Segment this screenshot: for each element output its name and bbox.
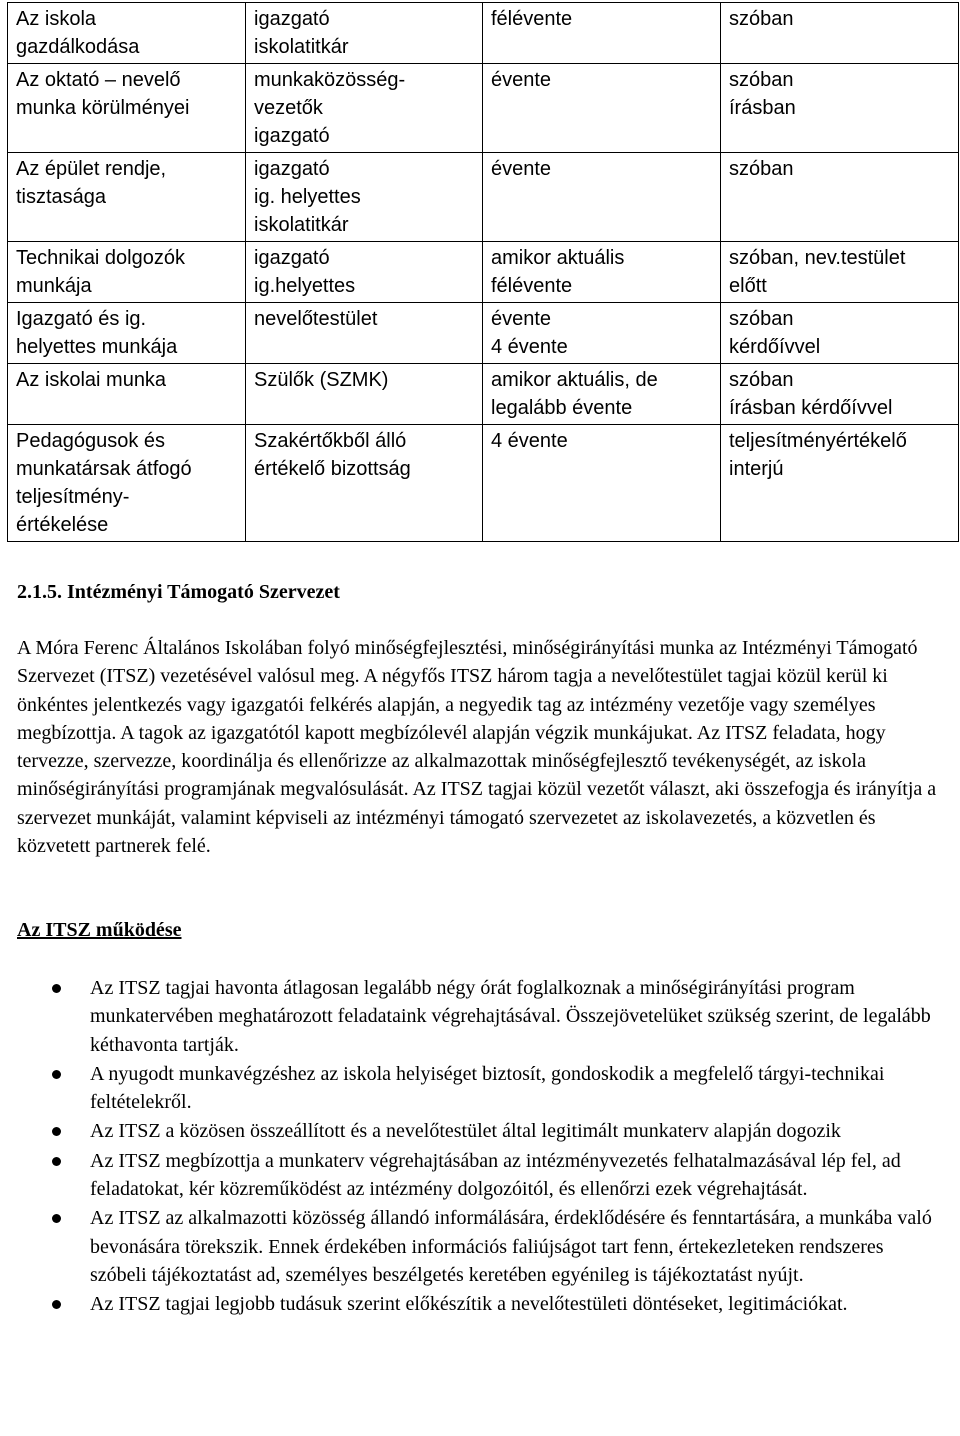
list-item-text: Az ITSZ az alkalmazotti közösség állandó informálására, érdeklődésére és fenntartására, a munkába való bevonására törekszik. Ennek érdekében információs faliújságot tart fenn, értekezleteken rendszeres szóbeli tájékoztatást ad, személyes beszélgetés keretében egyénileg is tájékoztatást nyújt.: [90, 1207, 932, 1286]
list-item: [0, 1060, 945, 1117]
table-cell-frequency: amikor aktuális, de legalább évente: [483, 364, 721, 425]
table-cell-responsible: Szülők (SZMK): [246, 364, 483, 425]
table-cell-method: szóban írásban: [721, 64, 959, 153]
section-heading: 2.1.5. Intézményi Támogató Szervezet: [17, 581, 340, 603]
table-row: [8, 364, 959, 425]
table-row: [8, 153, 959, 242]
table-cell-area: Technikai dolgozók munkája: [8, 242, 246, 303]
list-item: [0, 974, 945, 1059]
list-item: [0, 1117, 945, 1145]
table-cell-responsible: igazgató ig.helyettes: [246, 242, 483, 303]
table-cell-frequency: évente: [483, 64, 721, 153]
table-cell-method: szóban írásban kérdőívvel: [721, 364, 959, 425]
list-item-text: Az ITSZ a közösen összeállított és a nevelőtestület által legitimált munkaterv alapján dogozik: [90, 1120, 841, 1143]
table-cell-frequency: 4 évente: [483, 425, 721, 542]
table-cell-area: Pedagógusok és munkatársak átfogó teljesítmény- értékelése: [8, 425, 246, 542]
evaluation-table: [7, 2, 959, 542]
table-cell-responsible: igazgató ig. helyettes iskolatitkár: [246, 153, 483, 242]
list-item: [0, 1147, 945, 1204]
bullet-icon: [52, 1300, 61, 1309]
table-cell-frequency: évente 4 évente: [483, 303, 721, 364]
table-cell-frequency: amikor aktuális félévente: [483, 242, 721, 303]
table-cell-frequency: félévente: [483, 3, 721, 64]
bullet-icon: [52, 1157, 61, 1166]
table-cell-frequency: évente: [483, 153, 721, 242]
table-row: [8, 64, 959, 153]
list-item: [0, 1204, 945, 1289]
table-cell-area: Az iskola gazdálkodása: [8, 3, 246, 64]
list-item: [0, 1290, 945, 1318]
table-cell-responsible: munkaközösség- vezetők igazgató: [246, 64, 483, 153]
table-cell-method: szóban kérdőívvel: [721, 303, 959, 364]
table-row: [8, 303, 959, 364]
table-row: [8, 3, 959, 64]
table-cell-area: Az oktató – nevelő munka körülményei: [8, 64, 246, 153]
bullet-list: [0, 974, 945, 1320]
table-cell-area: Az épület rendje, tisztasága: [8, 153, 246, 242]
bullet-icon: [52, 1070, 61, 1079]
bullet-icon: [52, 1127, 61, 1136]
table-cell-method: szóban: [721, 3, 959, 64]
list-item-text: Az ITSZ tagjai legjobb tudásuk szerint előkészítik a nevelőtestületi döntéseket, legitimációkat.: [90, 1293, 848, 1316]
bullet-icon: [52, 1214, 61, 1223]
list-item-text: A nyugodt munkavégzéshez az iskola helyiséget biztosít, gondoskodik a megfelelő tárgyi-technikai feltételekről.: [90, 1062, 885, 1114]
table-cell-method: szóban, nev.testület előtt: [721, 242, 959, 303]
table-cell-method: szóban: [721, 153, 959, 242]
table-cell-method: teljesítményértékelő interjú: [721, 425, 959, 542]
list-item-text: Az ITSZ tagjai havonta átlagosan legalább négy órát foglalkoznak a minőségirányítási program munkatervében meghatározott feladataink végrehajtásával. Összejövetelüket szükség szerint, de legalább kéthavonta tartják.: [90, 977, 931, 1056]
section-paragraph: A Móra Ferenc Általános Iskolában folyó minőségfejlesztési, minőségirányítási munka az Intézményi Támogató Szervezet (ITSZ) vezetésével valósul meg. A négyfős ITSZ három tagja a nevelőtestület tagjai közül kerül ki önkéntes jelentkezés vagy igazgatói felkérés alapján, a negyedik tag az intézmény vezetője vagy személyes megbízottja. A tagok az igazgatótól kapott megbízólevél alapján végzik munkájukat. Az ITSZ feladata, hogy tervezze, szervezze, koordinálja és ellenőrizze az alkalmazottak minőségfejlesztő tevékenységét, az iskola minőségirányítási programjának megvalósulását. Az ITSZ tagjai közül vezetőt választ, aki összefogja és irányítja a szervezet munkáját, valamint képviseli az intézményi támogató szervezetet az iskolavezetés, a közvetlen és közvetett partnerek felé.: [17, 637, 937, 858]
table-cell-responsible: Szakértőkből álló értékelő bizottság: [246, 425, 483, 542]
table-cell-area: Az iskolai munka: [8, 364, 246, 425]
table-row: [8, 242, 959, 303]
table-cell-responsible: igazgató iskolatitkár: [246, 3, 483, 64]
table-row: [8, 425, 959, 542]
table-cell-area: Igazgató és ig. helyettes munkája: [8, 303, 246, 364]
bullet-icon: [52, 984, 61, 993]
subsection-heading: Az ITSZ működése: [17, 919, 182, 941]
list-item-text: Az ITSZ megbízottja a munkaterv végrehajtásában az intézményvezetés felhatalmazásával lép fel, ad feladatokat, kér közreműködést az intézmény dolgozóitól, és ellenőrzi ezek végrehajtását.: [90, 1149, 901, 1201]
table-cell-responsible: nevelőtestület: [246, 303, 483, 364]
